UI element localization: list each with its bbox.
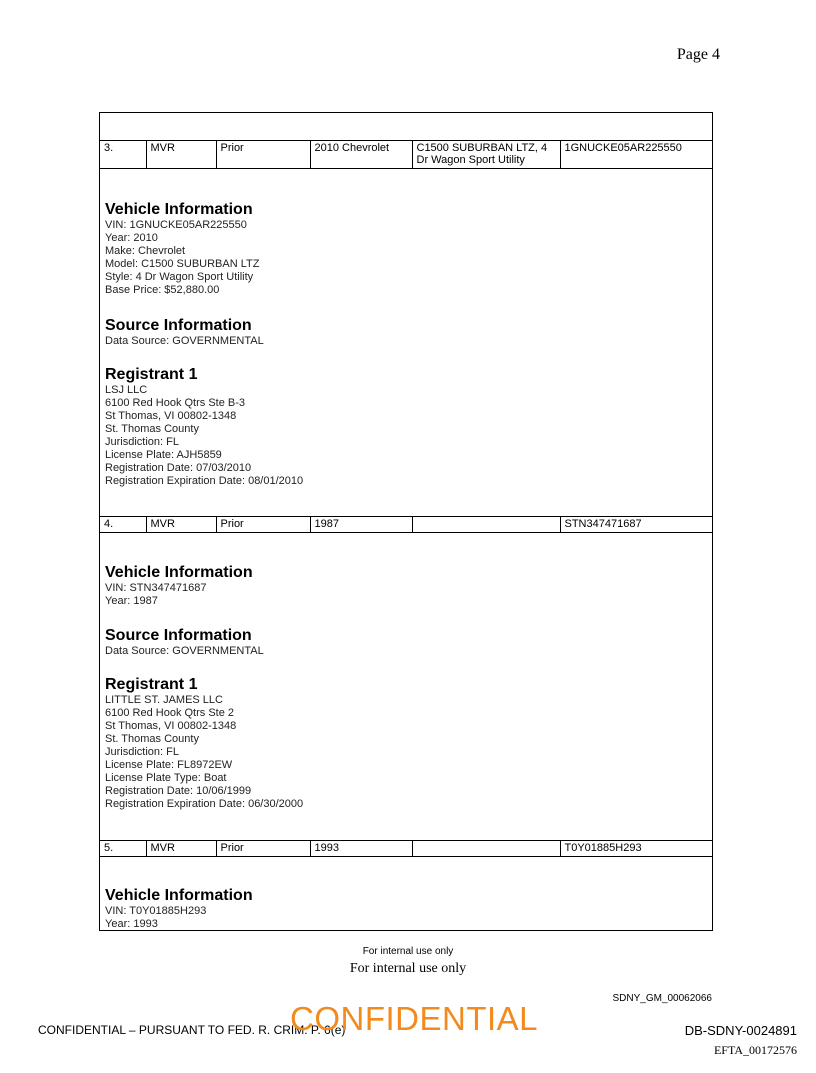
record-row-4 — [100, 516, 712, 533]
jurisdiction-line: Jurisdiction: FL — [105, 436, 179, 448]
section-title: Registrant 1 — [105, 676, 198, 693]
confidential-stamp: CONFIDENTIAL — [290, 1000, 539, 1037]
address-line-2: St Thomas, VI 00802-1348 — [105, 720, 237, 732]
efta-id: EFTA_00172576 — [713, 1043, 797, 1057]
row-type: MVR — [146, 141, 216, 169]
page-number: Page 4 — [676, 46, 720, 63]
license-plate-type-line: License Plate Type: Boat — [105, 772, 227, 784]
row-status: Prior — [216, 517, 310, 533]
base-price-line: Base Price: $52,880.00 — [105, 284, 220, 296]
row-model — [412, 517, 560, 533]
model-line: Model: C1500 SUBURBAN LTZ — [105, 258, 260, 270]
section-title: Source Information — [105, 317, 252, 334]
registration-expiration-line: Registration Expiration Date: 08/01/2010 — [105, 475, 304, 487]
frame-header-spacer — [100, 113, 712, 141]
source-info-section — [105, 626, 505, 658]
confidential-notice: CONFIDENTIAL – PURSUANT TO FED. R. CRIM. P. 6(e) — [38, 1023, 346, 1037]
registrant-section — [105, 675, 505, 811]
internal-use-note-serif: For internal use only — [349, 961, 467, 976]
records-frame — [99, 112, 713, 931]
record-row-5 — [100, 840, 712, 857]
row-status: Prior — [216, 141, 310, 169]
vehicle-info-section — [105, 200, 505, 297]
row-vin: STN347471687 — [560, 517, 712, 533]
vin-line: VIN: 1GNUCKE05AR225550 — [105, 219, 247, 231]
style-line: Style: 4 Dr Wagon Sport Utility — [105, 271, 254, 283]
vin-line: VIN: STN347471687 — [105, 582, 207, 594]
make-line: Make: Chevrolet — [105, 245, 186, 257]
registration-expiration-line: Registration Expiration Date: 06/30/2000 — [105, 798, 304, 810]
internal-use-note: For internal use only — [362, 946, 454, 957]
row-number: 3. — [100, 141, 146, 169]
address-line-1: 6100 Red Hook Qtrs Ste B-3 — [105, 397, 246, 409]
row-type: MVR — [146, 841, 216, 857]
license-plate-line: License Plate: FL8972EW — [105, 759, 233, 771]
row-vin: T0Y01885H293 — [560, 841, 712, 857]
row-year-make: 2010 Chevrolet — [310, 141, 412, 169]
registrant-name: LITTLE ST. JAMES LLC — [105, 694, 223, 706]
year-line: Year: 2010 — [105, 232, 158, 244]
row-number: 4. — [100, 517, 146, 533]
row-year-make: 1993 — [310, 841, 412, 857]
record-row-3 — [100, 140, 712, 169]
year-line: Year: 1987 — [105, 595, 158, 607]
row-model — [412, 841, 560, 857]
jurisdiction-line: Jurisdiction: FL — [105, 746, 179, 758]
year-line: Year: 1993 — [105, 918, 158, 930]
row-vin: 1GNUCKE05AR225550 — [560, 141, 712, 169]
address-line-1: 6100 Red Hook Qtrs Ste 2 — [105, 707, 235, 719]
source-info-section — [105, 316, 505, 348]
county-line: St. Thomas County — [105, 423, 199, 435]
registrant-name: LSJ LLC — [105, 384, 148, 396]
data-source-line: Data Source: GOVERNMENTAL — [105, 335, 264, 347]
data-source-line: Data Source: GOVERNMENTAL — [105, 645, 264, 657]
row-type: MVR — [146, 517, 216, 533]
row-status: Prior — [216, 841, 310, 857]
registrant-section — [105, 365, 505, 488]
registration-date-line: Registration Date: 07/03/2010 — [105, 462, 252, 474]
vehicle-info-section — [105, 886, 505, 931]
section-title: Source Information — [105, 627, 252, 644]
row-model: C1500 SUBURBAN LTZ, 4 Dr Wagon Sport Utility — [412, 141, 560, 169]
vehicle-info-section — [105, 563, 505, 608]
county-line: St. Thomas County — [105, 733, 199, 745]
section-title: Vehicle Information — [105, 564, 253, 581]
row-number: 5. — [100, 841, 146, 857]
row-year-make: 1987 — [310, 517, 412, 533]
db-sdny-id: DB-SDNY-0024891 — [684, 1023, 797, 1038]
address-line-2: St Thomas, VI 00802-1348 — [105, 410, 237, 422]
registration-date-line: Registration Date: 10/06/1999 — [105, 785, 252, 797]
section-title: Vehicle Information — [105, 887, 253, 904]
section-title: Vehicle Information — [105, 201, 253, 218]
sdny-bates-id: SDNY_GM_00062066 — [612, 993, 712, 1004]
vin-line: VIN: T0Y01885H293 — [105, 905, 207, 917]
license-plate-line: License Plate: AJH5859 — [105, 449, 222, 461]
section-title: Registrant 1 — [105, 366, 198, 383]
